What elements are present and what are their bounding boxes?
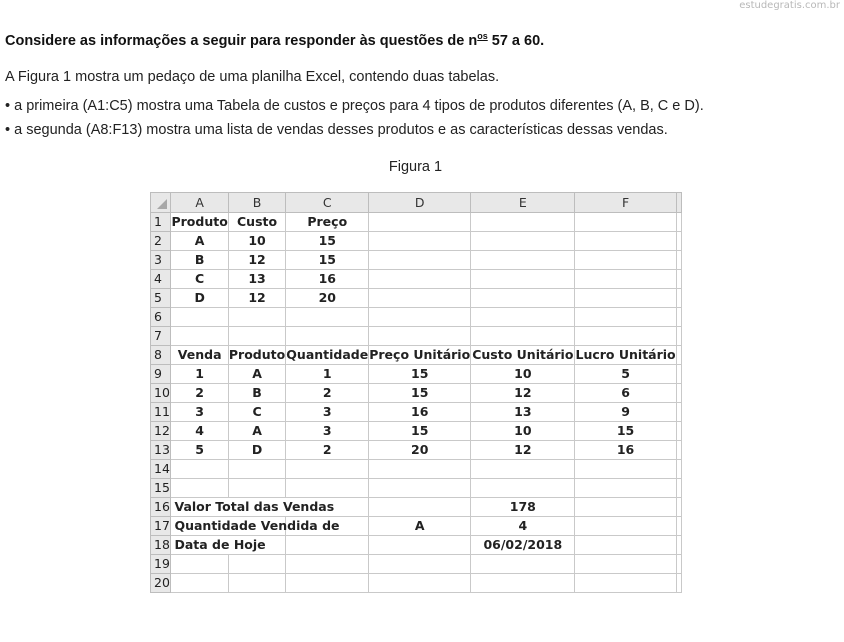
cell-d1[interactable] bbox=[369, 213, 471, 232]
row-header-6[interactable]: 6 bbox=[151, 308, 171, 327]
column-header-b[interactable]: B bbox=[228, 193, 286, 213]
cell-c9[interactable]: 1 bbox=[286, 365, 369, 384]
cell-f8[interactable]: Lucro Unitário bbox=[575, 346, 676, 365]
cell-g1[interactable] bbox=[676, 213, 681, 232]
cell-c18[interactable] bbox=[286, 536, 369, 555]
cell-b3[interactable]: 12 bbox=[228, 251, 286, 270]
cell-c6[interactable] bbox=[286, 308, 369, 327]
cell-a7[interactable] bbox=[171, 327, 228, 346]
row-header-20[interactable]: 20 bbox=[151, 574, 171, 593]
sheet-row-16 bbox=[151, 498, 682, 517]
cell-c4[interactable]: 16 bbox=[286, 270, 369, 289]
cell-a20[interactable] bbox=[171, 574, 228, 593]
cell-b7[interactable] bbox=[228, 327, 286, 346]
sheet-row-20 bbox=[151, 574, 682, 593]
site-watermark: estudegratis.com.br bbox=[739, 0, 840, 11]
cell-g19[interactable] bbox=[676, 555, 681, 574]
cell-d15[interactable] bbox=[369, 479, 471, 498]
cell-g6[interactable] bbox=[676, 308, 681, 327]
sheet-row-12 bbox=[151, 422, 682, 441]
cell-a14[interactable] bbox=[171, 460, 228, 479]
sheet-row-18 bbox=[151, 536, 682, 555]
cell-a8[interactable]: Venda bbox=[171, 346, 228, 365]
cell-d8[interactable]: Preço Unitário bbox=[369, 346, 471, 365]
sheet-row-17 bbox=[151, 517, 682, 536]
spreadsheet-grid bbox=[150, 192, 682, 593]
intro-paragraph: A Figura 1 mostra um pedaço de uma planilha Excel, contendo duas tabelas. bbox=[5, 69, 500, 85]
cell-c20[interactable] bbox=[286, 574, 369, 593]
column-header-a[interactable]: A bbox=[171, 193, 228, 213]
sheet-row-9 bbox=[151, 365, 682, 384]
cell-g14[interactable] bbox=[676, 460, 681, 479]
cell-d11[interactable]: 16 bbox=[369, 403, 471, 422]
cell-a15[interactable] bbox=[171, 479, 228, 498]
cell-a19[interactable] bbox=[171, 555, 228, 574]
sheet-row-11 bbox=[151, 403, 682, 422]
sheet-row-14 bbox=[151, 460, 682, 479]
cell-f3[interactable] bbox=[575, 251, 676, 270]
cell-g17[interactable] bbox=[676, 517, 681, 536]
row-header-16[interactable]: 16 bbox=[151, 498, 171, 517]
cell-f1[interactable] bbox=[575, 213, 676, 232]
row-header-18[interactable]: 18 bbox=[151, 536, 171, 555]
cell-d4[interactable] bbox=[369, 270, 471, 289]
cell-c14[interactable] bbox=[286, 460, 369, 479]
cell-a18[interactable] bbox=[171, 536, 266, 555]
cell-f4[interactable] bbox=[575, 270, 676, 289]
column-header-e[interactable]: E bbox=[471, 193, 575, 213]
sheet-row-7 bbox=[151, 327, 682, 346]
cell-d9[interactable]: 15 bbox=[369, 365, 471, 384]
cell-a9[interactable]: 1 bbox=[171, 365, 228, 384]
cell-c2[interactable]: 15 bbox=[286, 232, 369, 251]
cell-g5[interactable] bbox=[676, 289, 681, 308]
cell-a3[interactable]: B bbox=[171, 251, 228, 270]
cell-a1[interactable]: Produto bbox=[171, 213, 228, 232]
cell-d2[interactable] bbox=[369, 232, 471, 251]
row-header-1[interactable]: 1 bbox=[151, 213, 171, 232]
cell-g9[interactable] bbox=[676, 365, 681, 384]
cell-d19[interactable] bbox=[369, 555, 471, 574]
row-header-2[interactable]: 2 bbox=[151, 232, 171, 251]
row-header-5[interactable]: 5 bbox=[151, 289, 171, 308]
cell-f10[interactable]: 6 bbox=[575, 384, 676, 403]
sheet-row-8 bbox=[151, 346, 682, 365]
cell-g4[interactable] bbox=[676, 270, 681, 289]
cell-f11[interactable]: 9 bbox=[575, 403, 676, 422]
sheet-row-19 bbox=[151, 555, 682, 574]
cell-b12[interactable]: A bbox=[228, 422, 286, 441]
cell-g2[interactable] bbox=[676, 232, 681, 251]
cell-a13[interactable]: 5 bbox=[171, 441, 228, 460]
cell-b13[interactable]: D bbox=[228, 441, 286, 460]
cell-g15[interactable] bbox=[676, 479, 681, 498]
cell-g7[interactable] bbox=[676, 327, 681, 346]
cell-e9[interactable]: 10 bbox=[471, 365, 575, 384]
cell-e2[interactable] bbox=[471, 232, 575, 251]
sheet-row-2 bbox=[151, 232, 682, 251]
cell-a12[interactable]: 4 bbox=[171, 422, 228, 441]
sheet-row-10 bbox=[151, 384, 682, 403]
sheet-row-13 bbox=[151, 441, 682, 460]
cell-c7[interactable] bbox=[286, 327, 369, 346]
column-header-c[interactable]: C bbox=[286, 193, 369, 213]
cell-b20[interactable] bbox=[228, 574, 286, 593]
cell-d17[interactable]: A bbox=[369, 517, 471, 536]
row-header-17[interactable]: 17 bbox=[151, 517, 171, 536]
cell-f16[interactable] bbox=[575, 498, 676, 517]
row-header-11[interactable]: 11 bbox=[151, 403, 171, 422]
cell-b8[interactable]: Produto bbox=[228, 346, 286, 365]
row-header-8[interactable]: 8 bbox=[151, 346, 171, 365]
cell-a17[interactable] bbox=[171, 517, 340, 536]
cell-b6[interactable] bbox=[228, 308, 286, 327]
cell-b1[interactable]: Custo bbox=[228, 213, 286, 232]
cell-a6[interactable] bbox=[171, 308, 228, 327]
cell-b19[interactable] bbox=[228, 555, 286, 574]
column-header-g[interactable] bbox=[676, 193, 681, 213]
cell-a2[interactable]: A bbox=[171, 232, 228, 251]
cell-f13[interactable]: 16 bbox=[575, 441, 676, 460]
cell-g8[interactable] bbox=[676, 346, 681, 365]
cell-g16[interactable] bbox=[676, 498, 681, 517]
cell-e16[interactable]: 178 bbox=[471, 498, 575, 517]
cell-d16[interactable] bbox=[369, 498, 471, 517]
sheet-row-4 bbox=[151, 270, 682, 289]
cell-g20[interactable] bbox=[676, 574, 681, 593]
cell-f5[interactable] bbox=[575, 289, 676, 308]
cell-g12[interactable] bbox=[676, 422, 681, 441]
cell-e8[interactable]: Custo Unitário bbox=[471, 346, 575, 365]
row-header-12[interactable]: 12 bbox=[151, 422, 171, 441]
cell-e18[interactable]: 06/02/2018 bbox=[471, 536, 575, 555]
cell-g3[interactable] bbox=[676, 251, 681, 270]
cell-e19[interactable] bbox=[471, 555, 575, 574]
cell-d7[interactable] bbox=[369, 327, 471, 346]
cell-d3[interactable] bbox=[369, 251, 471, 270]
row-header-10[interactable]: 10 bbox=[151, 384, 171, 403]
cell-e10[interactable]: 12 bbox=[471, 384, 575, 403]
cell-b14[interactable] bbox=[228, 460, 286, 479]
cell-b15[interactable] bbox=[228, 479, 286, 498]
cell-e4[interactable] bbox=[471, 270, 575, 289]
cell-f19[interactable] bbox=[575, 555, 676, 574]
cell-c5[interactable]: 20 bbox=[286, 289, 369, 308]
sheet-row-15 bbox=[151, 479, 682, 498]
figure-caption: Figura 1 bbox=[388, 159, 443, 175]
cell-f18[interactable] bbox=[575, 536, 676, 555]
row-header-13[interactable]: 13 bbox=[151, 441, 171, 460]
row-header-19[interactable]: 19 bbox=[151, 555, 171, 574]
sheet-row-5 bbox=[151, 289, 682, 308]
cell-a5[interactable]: D bbox=[171, 289, 228, 308]
cell-b2[interactable]: 10 bbox=[228, 232, 286, 251]
cell-e7[interactable] bbox=[471, 327, 575, 346]
row-header-4[interactable]: 4 bbox=[151, 270, 171, 289]
cell-d6[interactable] bbox=[369, 308, 471, 327]
cell-b9[interactable]: A bbox=[228, 365, 286, 384]
cell-c11[interactable]: 3 bbox=[286, 403, 369, 422]
cell-a11[interactable]: 3 bbox=[171, 403, 228, 422]
row-header-9[interactable]: 9 bbox=[151, 365, 171, 384]
cell-c1[interactable]: Preço bbox=[286, 213, 369, 232]
bullet-second-table: • a segunda (A8:F13) mostra uma lista de vendas desses produtos e as características dessas vendas. bbox=[5, 122, 668, 138]
cell-b5[interactable]: 12 bbox=[228, 289, 286, 308]
cell-d12[interactable]: 15 bbox=[369, 422, 471, 441]
column-header-row bbox=[151, 193, 682, 213]
cell-e6[interactable] bbox=[471, 308, 575, 327]
cell-c3[interactable]: 15 bbox=[286, 251, 369, 270]
cell-f14[interactable] bbox=[575, 460, 676, 479]
cell-c8[interactable]: Quantidade bbox=[286, 346, 369, 365]
select-all-corner[interactable] bbox=[151, 193, 171, 213]
cell-d20[interactable] bbox=[369, 574, 471, 593]
column-header-d[interactable]: D bbox=[369, 193, 471, 213]
cell-c15[interactable] bbox=[286, 479, 369, 498]
cell-f12[interactable]: 15 bbox=[575, 422, 676, 441]
cell-b10[interactable]: B bbox=[228, 384, 286, 403]
cell-e12[interactable]: 10 bbox=[471, 422, 575, 441]
cell-d13[interactable]: 20 bbox=[369, 441, 471, 460]
row-header-14[interactable]: 14 bbox=[151, 460, 171, 479]
cell-a17-text: Quantidade Vendida de bbox=[174, 518, 340, 533]
bullet-first-table: • a primeira (A1:C5) mostra uma Tabela de custos e preços para 4 tipos de produtos diferentes (A, B, C e D). bbox=[5, 98, 704, 114]
cell-g11[interactable] bbox=[676, 403, 681, 422]
cell-a16[interactable] bbox=[171, 498, 335, 517]
column-header-f[interactable]: F bbox=[575, 193, 676, 213]
cell-f7[interactable] bbox=[575, 327, 676, 346]
cell-e5[interactable] bbox=[471, 289, 575, 308]
cell-f9[interactable]: 5 bbox=[575, 365, 676, 384]
sheet-row-1 bbox=[151, 213, 682, 232]
cell-a10[interactable]: 2 bbox=[171, 384, 228, 403]
cell-f17[interactable] bbox=[575, 517, 676, 536]
cell-a18-text: Data de Hoje bbox=[174, 537, 266, 552]
cell-b4[interactable]: 13 bbox=[228, 270, 286, 289]
cell-d10[interactable]: 15 bbox=[369, 384, 471, 403]
cell-g18[interactable] bbox=[676, 536, 681, 555]
row-header-7[interactable]: 7 bbox=[151, 327, 171, 346]
cell-g13[interactable] bbox=[676, 441, 681, 460]
cell-f2[interactable] bbox=[575, 232, 676, 251]
cell-c10[interactable]: 2 bbox=[286, 384, 369, 403]
instructions-heading: Considere as informações a seguir para responder às questões de $n^{os}$ 57 a 60. bbox=[5, 31, 545, 49]
row-header-3[interactable]: 3 bbox=[151, 251, 171, 270]
cell-f15[interactable] bbox=[575, 479, 676, 498]
cell-c13[interactable]: 2 bbox=[286, 441, 369, 460]
cell-e15[interactable] bbox=[471, 479, 575, 498]
cell-d5[interactable] bbox=[369, 289, 471, 308]
cell-e17[interactable]: 4 bbox=[471, 517, 575, 536]
cell-d18[interactable] bbox=[369, 536, 471, 555]
cell-e3[interactable] bbox=[471, 251, 575, 270]
cell-g10[interactable] bbox=[676, 384, 681, 403]
cell-a4[interactable]: C bbox=[171, 270, 228, 289]
cell-e13[interactable]: 12 bbox=[471, 441, 575, 460]
cell-d14[interactable] bbox=[369, 460, 471, 479]
cell-f6[interactable] bbox=[575, 308, 676, 327]
sheet-row-3 bbox=[151, 251, 682, 270]
cell-f20[interactable] bbox=[575, 574, 676, 593]
sheet-row-6 bbox=[151, 308, 682, 327]
cell-e11[interactable]: 13 bbox=[471, 403, 575, 422]
cell-e1[interactable] bbox=[471, 213, 575, 232]
cell-e14[interactable] bbox=[471, 460, 575, 479]
row-header-15[interactable]: 15 bbox=[151, 479, 171, 498]
cell-e20[interactable] bbox=[471, 574, 575, 593]
cell-b11[interactable]: C bbox=[228, 403, 286, 422]
cell-c19[interactable] bbox=[286, 555, 369, 574]
spreadsheet-figure bbox=[150, 192, 682, 607]
cell-a16-text: Valor Total das Vendas bbox=[174, 499, 335, 514]
cell-c12[interactable]: 3 bbox=[286, 422, 369, 441]
